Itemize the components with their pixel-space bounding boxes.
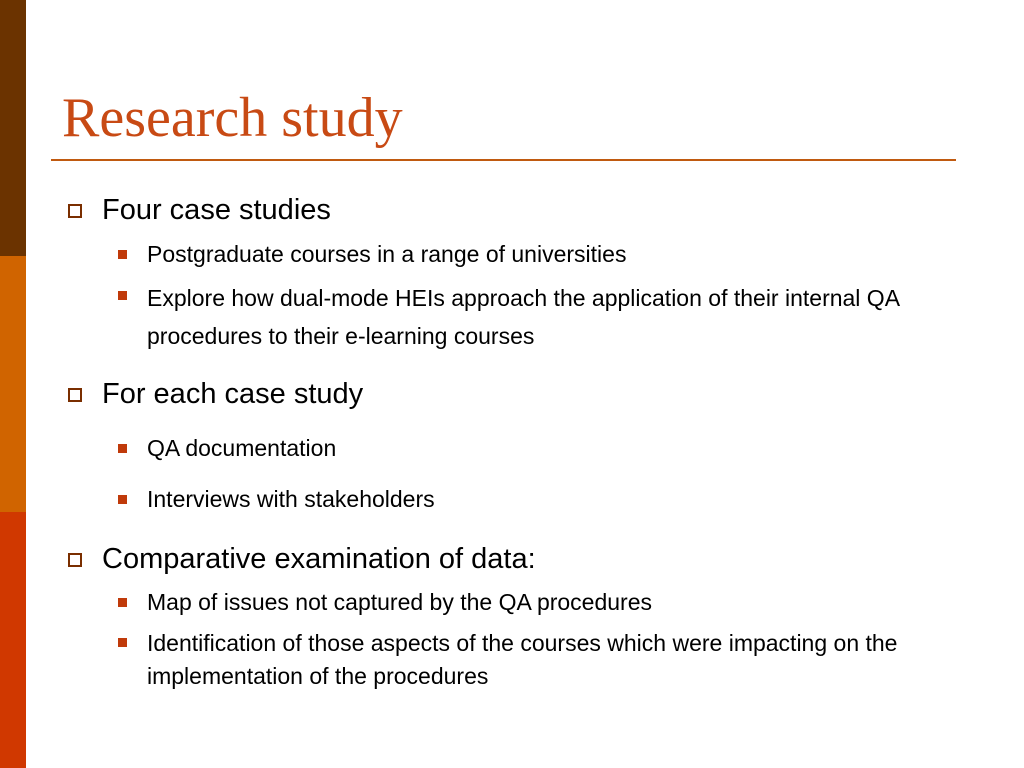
bullet-point-3: Comparative examination of data: [102, 543, 536, 575]
bullet-point-1: Four case studies [102, 194, 331, 226]
square-bullet-icon [118, 495, 127, 504]
bullet-point-2: For each case study [102, 378, 364, 410]
sidebar-segment-bottom [0, 512, 26, 768]
hollow-square-bullet-icon [68, 553, 82, 567]
sidebar-segment-middle [0, 256, 26, 512]
square-bullet-icon [118, 250, 127, 259]
slide-title: Research study [62, 87, 403, 149]
sub-point-2-1: QA documentation [147, 435, 337, 461]
sub-point-3-1: Map of issues not captured by the QA procedures [147, 589, 653, 615]
square-bullet-icon [118, 638, 127, 647]
title-divider [51, 159, 956, 161]
sub-point-3-2: Identification of those aspects of the courses which were impacting on the implementation of the procedures [147, 630, 898, 689]
hollow-square-bullet-icon [68, 204, 82, 218]
square-bullet-icon [118, 598, 127, 607]
hollow-square-bullet-icon [68, 388, 82, 402]
square-bullet-icon [118, 444, 127, 453]
sidebar-color-bar [0, 0, 26, 768]
sidebar-segment-top [0, 0, 26, 256]
square-bullet-icon [118, 291, 127, 300]
sub-point-1-1: Postgraduate courses in a range of universities [147, 241, 627, 267]
sub-point-2-2: Interviews with stakeholders [147, 486, 435, 512]
sub-point-1-2: Explore how dual-mode HEIs approach the application of their internal QA procedures to their e-learning courses [147, 285, 899, 349]
